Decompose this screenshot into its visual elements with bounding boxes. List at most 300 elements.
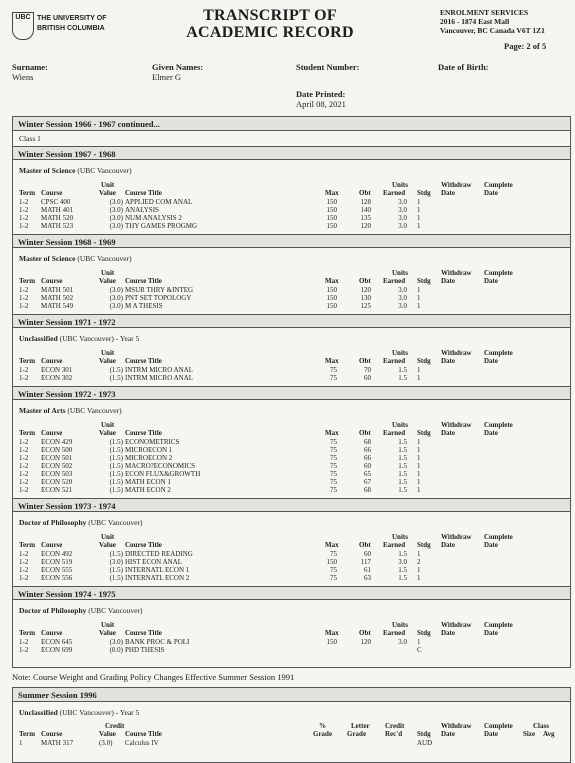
ubc-logo: UBC xyxy=(12,12,34,40)
course-row-cell: (1.5) xyxy=(109,486,123,494)
course-row-cell: 150 xyxy=(326,558,337,566)
value-header: Value xyxy=(99,357,116,365)
summer-row-cell: Calculus IV xyxy=(125,739,159,747)
course-row-cell: 1 xyxy=(417,446,421,454)
course-row-cell: 1.5 xyxy=(398,374,407,382)
session-header: Winter Session 1968 - 1969 xyxy=(13,234,570,248)
course-row-cell: 1-2 xyxy=(19,486,29,494)
course-row-cell: 150 xyxy=(326,214,337,222)
course-row-cell: MATH 401 xyxy=(41,206,74,214)
course-row-cell: 1.5 xyxy=(398,566,407,574)
complete-header: Complete xyxy=(484,421,513,429)
term-header: Term xyxy=(19,429,36,437)
course-row-cell: 68 xyxy=(364,486,371,494)
course-row-cell: (3.0) xyxy=(109,206,123,214)
course-row-cell: PHD THESIS xyxy=(125,646,165,654)
course-row-cell: 150 xyxy=(326,222,337,230)
units-header: Units xyxy=(392,533,408,541)
complete-header: Complete xyxy=(484,349,513,357)
course-row-cell: 135 xyxy=(360,214,371,222)
course-row-cell: 1 xyxy=(417,454,421,462)
stdg-header: Stdg xyxy=(417,629,431,637)
course-row-cell: MICROECON 2 xyxy=(125,454,173,462)
course-row-cell: (3.0) xyxy=(109,286,123,294)
course-row-cell: 1.5 xyxy=(398,574,407,582)
course-row-cell: ECONOMETRICS xyxy=(125,438,180,446)
course-header: Course xyxy=(41,277,63,285)
earned-header: Earned xyxy=(383,541,406,549)
course-row-cell: 1 xyxy=(417,198,421,206)
surname-value: Wiens xyxy=(12,72,34,82)
course-row-cell: 1 xyxy=(417,222,421,230)
course-row-cell: 3.0 xyxy=(398,638,407,646)
course-row-cell: 70 xyxy=(364,366,371,374)
course-row-cell: (3.0) xyxy=(109,214,123,222)
course-row-cell: INTRM MICRO ANAL xyxy=(125,366,194,374)
document-title xyxy=(170,7,370,41)
course-row-cell: BANK PROC & POLI xyxy=(125,638,190,646)
withdraw-header: Withdraw xyxy=(441,269,472,277)
max-header: Max xyxy=(325,357,339,365)
max-header: Max xyxy=(325,277,339,285)
course-title-header: Course Title xyxy=(125,629,162,637)
course-row-cell: (3.0) xyxy=(109,198,123,206)
date-printed-label: Date Printed: xyxy=(296,89,346,99)
term-header: Term xyxy=(19,357,36,365)
units-header: Units xyxy=(392,421,408,429)
course-row-cell: 1 xyxy=(417,286,421,294)
value-header: Value xyxy=(99,277,116,285)
course-row-cell: MACRO?ECONOMICS xyxy=(125,462,196,470)
course-row-cell: 75 xyxy=(330,566,337,574)
course-row-cell: 1 xyxy=(417,294,421,302)
course-row-cell: MICROECON 1 xyxy=(125,446,173,454)
program-title: Master of Arts xyxy=(19,406,66,415)
surname-label: Surname: xyxy=(12,62,48,72)
course-row-cell: (1.5) xyxy=(109,566,123,574)
course-row-cell: INTERNATL ECON 1 xyxy=(125,566,190,574)
title-line-2: ACADEMIC RECORD xyxy=(186,24,354,41)
course-row-cell: (1.5) xyxy=(109,574,123,582)
course-row-cell: (1.5) xyxy=(109,454,123,462)
complete-header: Complete xyxy=(484,181,513,189)
summer-header: Course xyxy=(41,730,63,738)
office-address xyxy=(440,8,545,35)
course-row-cell: THY GAMES PROGMG xyxy=(125,222,198,230)
course-title-header: Course Title xyxy=(125,429,162,437)
office-line-1: ENROLMENT SERVICES xyxy=(440,8,529,17)
session-header: Winter Session 1972 - 1973 xyxy=(13,386,570,400)
program-campus: (UBC Vancouver) - Year 5 xyxy=(57,334,140,343)
course-row-cell: 75 xyxy=(330,462,337,470)
summer-program-name xyxy=(19,708,139,717)
course-header: Course xyxy=(41,357,63,365)
summer-header: Stdg xyxy=(417,730,431,738)
complete-header: Complete xyxy=(484,269,513,277)
course-row-cell: ECON 302 xyxy=(41,374,73,382)
course-row-cell: ECON 521 xyxy=(41,486,73,494)
summer-header: Avg xyxy=(543,730,555,738)
program-title: Unclassified xyxy=(19,334,58,343)
course-row-cell: ECON 503 xyxy=(41,470,73,478)
course-row-cell: 1-2 xyxy=(19,294,29,302)
obt-header: Obt xyxy=(359,277,371,285)
program-campus: (UBC Vancouver) - Year 5 xyxy=(57,708,140,717)
course-row-cell: 1 xyxy=(417,206,421,214)
program-campus: (UBC Vancouver) xyxy=(86,606,143,615)
course-row-cell: 3.0 xyxy=(398,222,407,230)
course-row-cell: 3.0 xyxy=(398,214,407,222)
course-row-cell: MATH ECON 1 xyxy=(125,478,171,486)
complete-date-header: Date xyxy=(484,189,498,197)
summer-header: Size xyxy=(523,730,536,738)
course-row-cell: 60 xyxy=(364,550,371,558)
course-row-cell: ANALYSIS xyxy=(125,206,159,214)
course-row-cell: ECON 555 xyxy=(41,566,73,574)
course-row-cell: MATH 520 xyxy=(41,214,74,222)
course-row-cell: 1 xyxy=(417,302,421,310)
term-header: Term xyxy=(19,629,36,637)
withdraw-header: Withdraw xyxy=(441,621,472,629)
program-title: Doctor of Philosophy xyxy=(19,518,87,527)
program-title: Unclassified xyxy=(19,708,58,717)
course-row-cell: APPLIED COM ANAL xyxy=(125,198,193,206)
course-row-cell: 60 xyxy=(364,374,371,382)
course-row-cell: 150 xyxy=(326,302,337,310)
earned-header: Earned xyxy=(383,629,406,637)
course-row-cell: NUM ANALYSIS 2 xyxy=(125,214,182,222)
summer-session-box xyxy=(12,687,571,763)
course-row-cell: 1-2 xyxy=(19,550,29,558)
course-row-cell: 1.5 xyxy=(398,454,407,462)
units-header: Units xyxy=(392,269,408,277)
course-row-cell: DIRECTED READING xyxy=(125,550,193,558)
course-row-cell: 1 xyxy=(417,566,421,574)
summer-header-top: Class xyxy=(533,722,549,730)
course-row-cell: ECON 519 xyxy=(41,558,73,566)
stdg-header: Stdg xyxy=(417,429,431,437)
course-row-cell: 1-2 xyxy=(19,462,29,470)
given-names-label: Given Names: xyxy=(152,62,204,72)
title-line-1: TRANSCRIPT OF xyxy=(203,7,337,24)
course-row-cell: 1-2 xyxy=(19,198,29,206)
course-row-cell: (3.0) xyxy=(109,294,123,302)
unit-header: Unit xyxy=(101,421,115,429)
summer-header-top: Credit xyxy=(105,722,125,730)
course-row-cell: 3.0 xyxy=(398,198,407,206)
withdraw-date-header: Date xyxy=(441,629,455,637)
course-row-cell: 1 xyxy=(417,374,421,382)
course-row-cell: ECON 699 xyxy=(41,646,73,654)
course-row-cell: 1 xyxy=(417,214,421,222)
course-row-cell: 1 xyxy=(417,550,421,558)
summer-header: Course Title xyxy=(125,730,162,738)
course-row-cell: ECON FLUX&GROWTH xyxy=(125,470,201,478)
earned-header: Earned xyxy=(383,357,406,365)
summer-row-cell: AUD xyxy=(417,739,433,747)
earned-header: Earned xyxy=(383,277,406,285)
course-row-cell: 1-2 xyxy=(19,478,29,486)
course-row-cell: 1 xyxy=(417,438,421,446)
session-header: Winter Session 1971 - 1972 xyxy=(13,314,570,328)
course-row-cell: 117 xyxy=(360,558,371,566)
unit-header: Unit xyxy=(101,621,115,629)
program-campus: (UBC Vancouver) xyxy=(75,166,132,175)
policy-note: Note: Course Weight and Grading Policy Changes Effective Summer Session 1991 xyxy=(12,672,295,682)
course-row-cell: 150 xyxy=(326,206,337,214)
max-header: Max xyxy=(325,429,339,437)
summer-row-cell: (3.0) xyxy=(99,739,113,747)
summer-row-cell: 1 xyxy=(19,739,23,747)
course-row-cell: ECON 492 xyxy=(41,550,73,558)
summer-row-cell: MATH 317 xyxy=(41,739,74,747)
course-row-cell: 1-2 xyxy=(19,638,29,646)
withdraw-date-header: Date xyxy=(441,357,455,365)
course-row-cell: 1-2 xyxy=(19,374,29,382)
program-campus: (UBC Vancouver) xyxy=(86,518,143,527)
summer-header: Grade xyxy=(347,730,367,738)
program-title: Doctor of Philosophy xyxy=(19,606,87,615)
course-row-cell: 68 xyxy=(364,438,371,446)
earned-header: Earned xyxy=(383,189,406,197)
obt-header: Obt xyxy=(359,189,371,197)
course-row-cell: ECON 501 xyxy=(41,454,73,462)
program-name xyxy=(19,254,132,263)
complete-date-header: Date xyxy=(484,629,498,637)
stdg-header: Stdg xyxy=(417,189,431,197)
summer-header-top: % xyxy=(319,722,326,730)
course-row-cell: 75 xyxy=(330,574,337,582)
term-header: Term xyxy=(19,541,36,549)
course-row-cell: 120 xyxy=(360,286,371,294)
course-row-cell: 75 xyxy=(330,438,337,446)
course-row-cell: (3.0) xyxy=(109,558,123,566)
obt-header: Obt xyxy=(359,541,371,549)
value-header: Value xyxy=(99,629,116,637)
course-title-header: Course Title xyxy=(125,189,162,197)
course-row-cell: 1.5 xyxy=(398,550,407,558)
course-row-cell: 3.0 xyxy=(398,286,407,294)
course-row-cell: 1-2 xyxy=(19,558,29,566)
unit-header: Unit xyxy=(101,349,115,357)
date-of-birth-label: Date of Birth: xyxy=(438,62,489,72)
session-header: Winter Session 1974 - 1975 xyxy=(13,586,570,600)
course-row-cell: 66 xyxy=(364,454,371,462)
course-row-cell: 1.5 xyxy=(398,486,407,494)
course-row-cell: 3.0 xyxy=(398,206,407,214)
term-header: Term xyxy=(19,189,36,197)
course-row-cell: ECON 500 xyxy=(41,446,73,454)
course-row-cell: (1.5) xyxy=(109,438,123,446)
summer-header: Value xyxy=(99,730,116,738)
course-row-cell: 1 xyxy=(417,574,421,582)
value-header: Value xyxy=(99,541,116,549)
course-row-cell: 1.5 xyxy=(398,470,407,478)
course-header: Course xyxy=(41,629,63,637)
max-header: Max xyxy=(325,541,339,549)
course-header: Course xyxy=(41,189,63,197)
course-row-cell: CPSC 400 xyxy=(41,198,71,206)
course-row-cell: 66 xyxy=(364,446,371,454)
course-row-cell: 75 xyxy=(330,478,337,486)
complete-date-header: Date xyxy=(484,277,498,285)
course-row-cell: ECON 520 xyxy=(41,478,73,486)
value-header: Value xyxy=(99,189,116,197)
course-row-cell: 1-2 xyxy=(19,206,29,214)
course-row-cell: 1.5 xyxy=(398,366,407,374)
program-name xyxy=(19,166,132,175)
course-row-cell: 150 xyxy=(326,294,337,302)
course-row-cell: 3.0 xyxy=(398,558,407,566)
summer-header-top: Credit xyxy=(385,722,405,730)
summer-header-top: Withdraw xyxy=(441,722,472,730)
program-name xyxy=(19,606,142,615)
withdraw-date-header: Date xyxy=(441,189,455,197)
summer-session-header: Summer Session 1996 xyxy=(13,688,570,702)
course-row-cell: 1-2 xyxy=(19,454,29,462)
course-row-cell: MATH 502 xyxy=(41,294,74,302)
course-row-cell: 150 xyxy=(326,286,337,294)
unit-header: Unit xyxy=(101,181,115,189)
course-row-cell: (1.5) xyxy=(109,462,123,470)
course-row-cell: 63 xyxy=(364,574,371,582)
summer-header: Rec'd xyxy=(385,730,403,738)
course-row-cell: 1-2 xyxy=(19,366,29,374)
course-title-header: Course Title xyxy=(125,277,162,285)
course-row-cell: (3.0) xyxy=(109,222,123,230)
summer-header-top: Complete xyxy=(484,722,513,730)
summer-header: Term xyxy=(19,730,36,738)
course-row-cell: 128 xyxy=(360,198,371,206)
course-row-cell: M A THESIS xyxy=(125,302,163,310)
course-row-cell: C xyxy=(417,646,422,654)
program-campus: (UBC Vancouver) xyxy=(75,254,132,263)
course-row-cell: 140 xyxy=(360,206,371,214)
course-row-cell: 2 xyxy=(417,558,421,566)
course-row-cell: 1-2 xyxy=(19,302,29,310)
units-header: Units xyxy=(392,621,408,629)
course-row-cell: 1.5 xyxy=(398,438,407,446)
stdg-header: Stdg xyxy=(417,541,431,549)
course-row-cell: (1.5) xyxy=(109,478,123,486)
course-row-cell: 75 xyxy=(330,374,337,382)
course-row-cell: 3.0 xyxy=(398,302,407,310)
given-names-value: Elmer G xyxy=(152,72,182,82)
university-line-1: THE UNIVERSITY OF xyxy=(37,15,107,22)
course-row-cell: 1-2 xyxy=(19,438,29,446)
course-row-cell: 75 xyxy=(330,486,337,494)
course-row-cell: HIST ECON ANAL xyxy=(125,558,183,566)
session-header: Winter Session 1966 - 1967 continued... xyxy=(13,117,570,131)
university-name xyxy=(37,14,127,34)
course-row-cell: MATH ECON 2 xyxy=(125,486,171,494)
course-row-cell: 1.5 xyxy=(398,462,407,470)
max-header: Max xyxy=(325,629,339,637)
course-row-cell: (1.5) xyxy=(109,446,123,454)
course-row-cell: 75 xyxy=(330,366,337,374)
course-row-cell: (0.0) xyxy=(109,646,123,654)
summer-header-top: Letter xyxy=(351,722,370,730)
course-row-cell: (1.5) xyxy=(109,366,123,374)
withdraw-header: Withdraw xyxy=(441,349,472,357)
course-row-cell: 1 xyxy=(417,366,421,374)
complete-date-header: Date xyxy=(484,357,498,365)
course-row-cell: 120 xyxy=(360,638,371,646)
summer-header: Date xyxy=(441,730,455,738)
course-row-cell: 1 xyxy=(417,478,421,486)
course-row-cell: PNT SET TOPOLOGY xyxy=(125,294,192,302)
course-row-cell: MSUR THRY &INTEG xyxy=(125,286,194,294)
session-header: Winter Session 1973 - 1974 xyxy=(13,498,570,512)
course-row-cell: ECON 301 xyxy=(41,366,73,374)
course-row-cell: (1.5) xyxy=(109,470,123,478)
course-row-cell: ECON 502 xyxy=(41,462,73,470)
course-row-cell: 1-2 xyxy=(19,286,29,294)
course-row-cell: INTRM MICRO ANAL xyxy=(125,374,194,382)
class-standing: Class 1 xyxy=(19,134,41,143)
course-title-header: Course Title xyxy=(125,357,162,365)
session-header: Winter Session 1967 - 1968 xyxy=(13,146,570,160)
stdg-header: Stdg xyxy=(417,357,431,365)
course-row-cell: INTERNATL ECON 2 xyxy=(125,574,190,582)
withdraw-date-header: Date xyxy=(441,277,455,285)
program-title: Master of Science xyxy=(19,254,76,263)
course-row-cell: 125 xyxy=(360,302,371,310)
earned-header: Earned xyxy=(383,429,406,437)
stdg-header: Stdg xyxy=(417,277,431,285)
obt-header: Obt xyxy=(359,429,371,437)
units-header: Units xyxy=(392,181,408,189)
program-title: Master of Science xyxy=(19,166,76,175)
course-row-cell: (1.5) xyxy=(109,374,123,382)
obt-header: Obt xyxy=(359,357,371,365)
course-row-cell: (3.0) xyxy=(109,638,123,646)
units-header: Units xyxy=(392,349,408,357)
course-header: Course xyxy=(41,541,63,549)
course-row-cell: 1-2 xyxy=(19,566,29,574)
withdraw-date-header: Date xyxy=(441,429,455,437)
course-row-cell: 1.5 xyxy=(398,478,407,486)
course-row-cell: ECON 556 xyxy=(41,574,73,582)
course-row-cell: 1-2 xyxy=(19,646,29,654)
office-line-3: Vancouver, BC Canada V6T 1Z1 xyxy=(440,26,545,35)
course-row-cell: 150 xyxy=(326,198,337,206)
course-row-cell: 1 xyxy=(417,470,421,478)
course-row-cell: MATH 549 xyxy=(41,302,74,310)
course-row-cell: ECON 429 xyxy=(41,438,73,446)
course-row-cell: 1-2 xyxy=(19,222,29,230)
university-line-2: BRITISH COLUMBIA xyxy=(37,25,105,32)
course-row-cell: 65 xyxy=(364,470,371,478)
withdraw-date-header: Date xyxy=(441,541,455,549)
term-header: Term xyxy=(19,277,36,285)
program-name xyxy=(19,334,139,343)
student-number-label: Student Number: xyxy=(296,62,360,72)
course-row-cell: (1.5) xyxy=(109,550,123,558)
course-row-cell: 130 xyxy=(360,294,371,302)
max-header: Max xyxy=(325,189,339,197)
course-row-cell: 67 xyxy=(364,478,371,486)
program-name xyxy=(19,406,122,415)
course-row-cell: 1 xyxy=(417,486,421,494)
date-printed-value: April 08, 2021 xyxy=(296,99,346,109)
unit-header: Unit xyxy=(101,269,115,277)
course-row-cell: 75 xyxy=(330,470,337,478)
complete-header: Complete xyxy=(484,533,513,541)
course-row-cell: MATH 501 xyxy=(41,286,74,294)
withdraw-header: Withdraw xyxy=(441,533,472,541)
summer-header: Date xyxy=(484,730,498,738)
